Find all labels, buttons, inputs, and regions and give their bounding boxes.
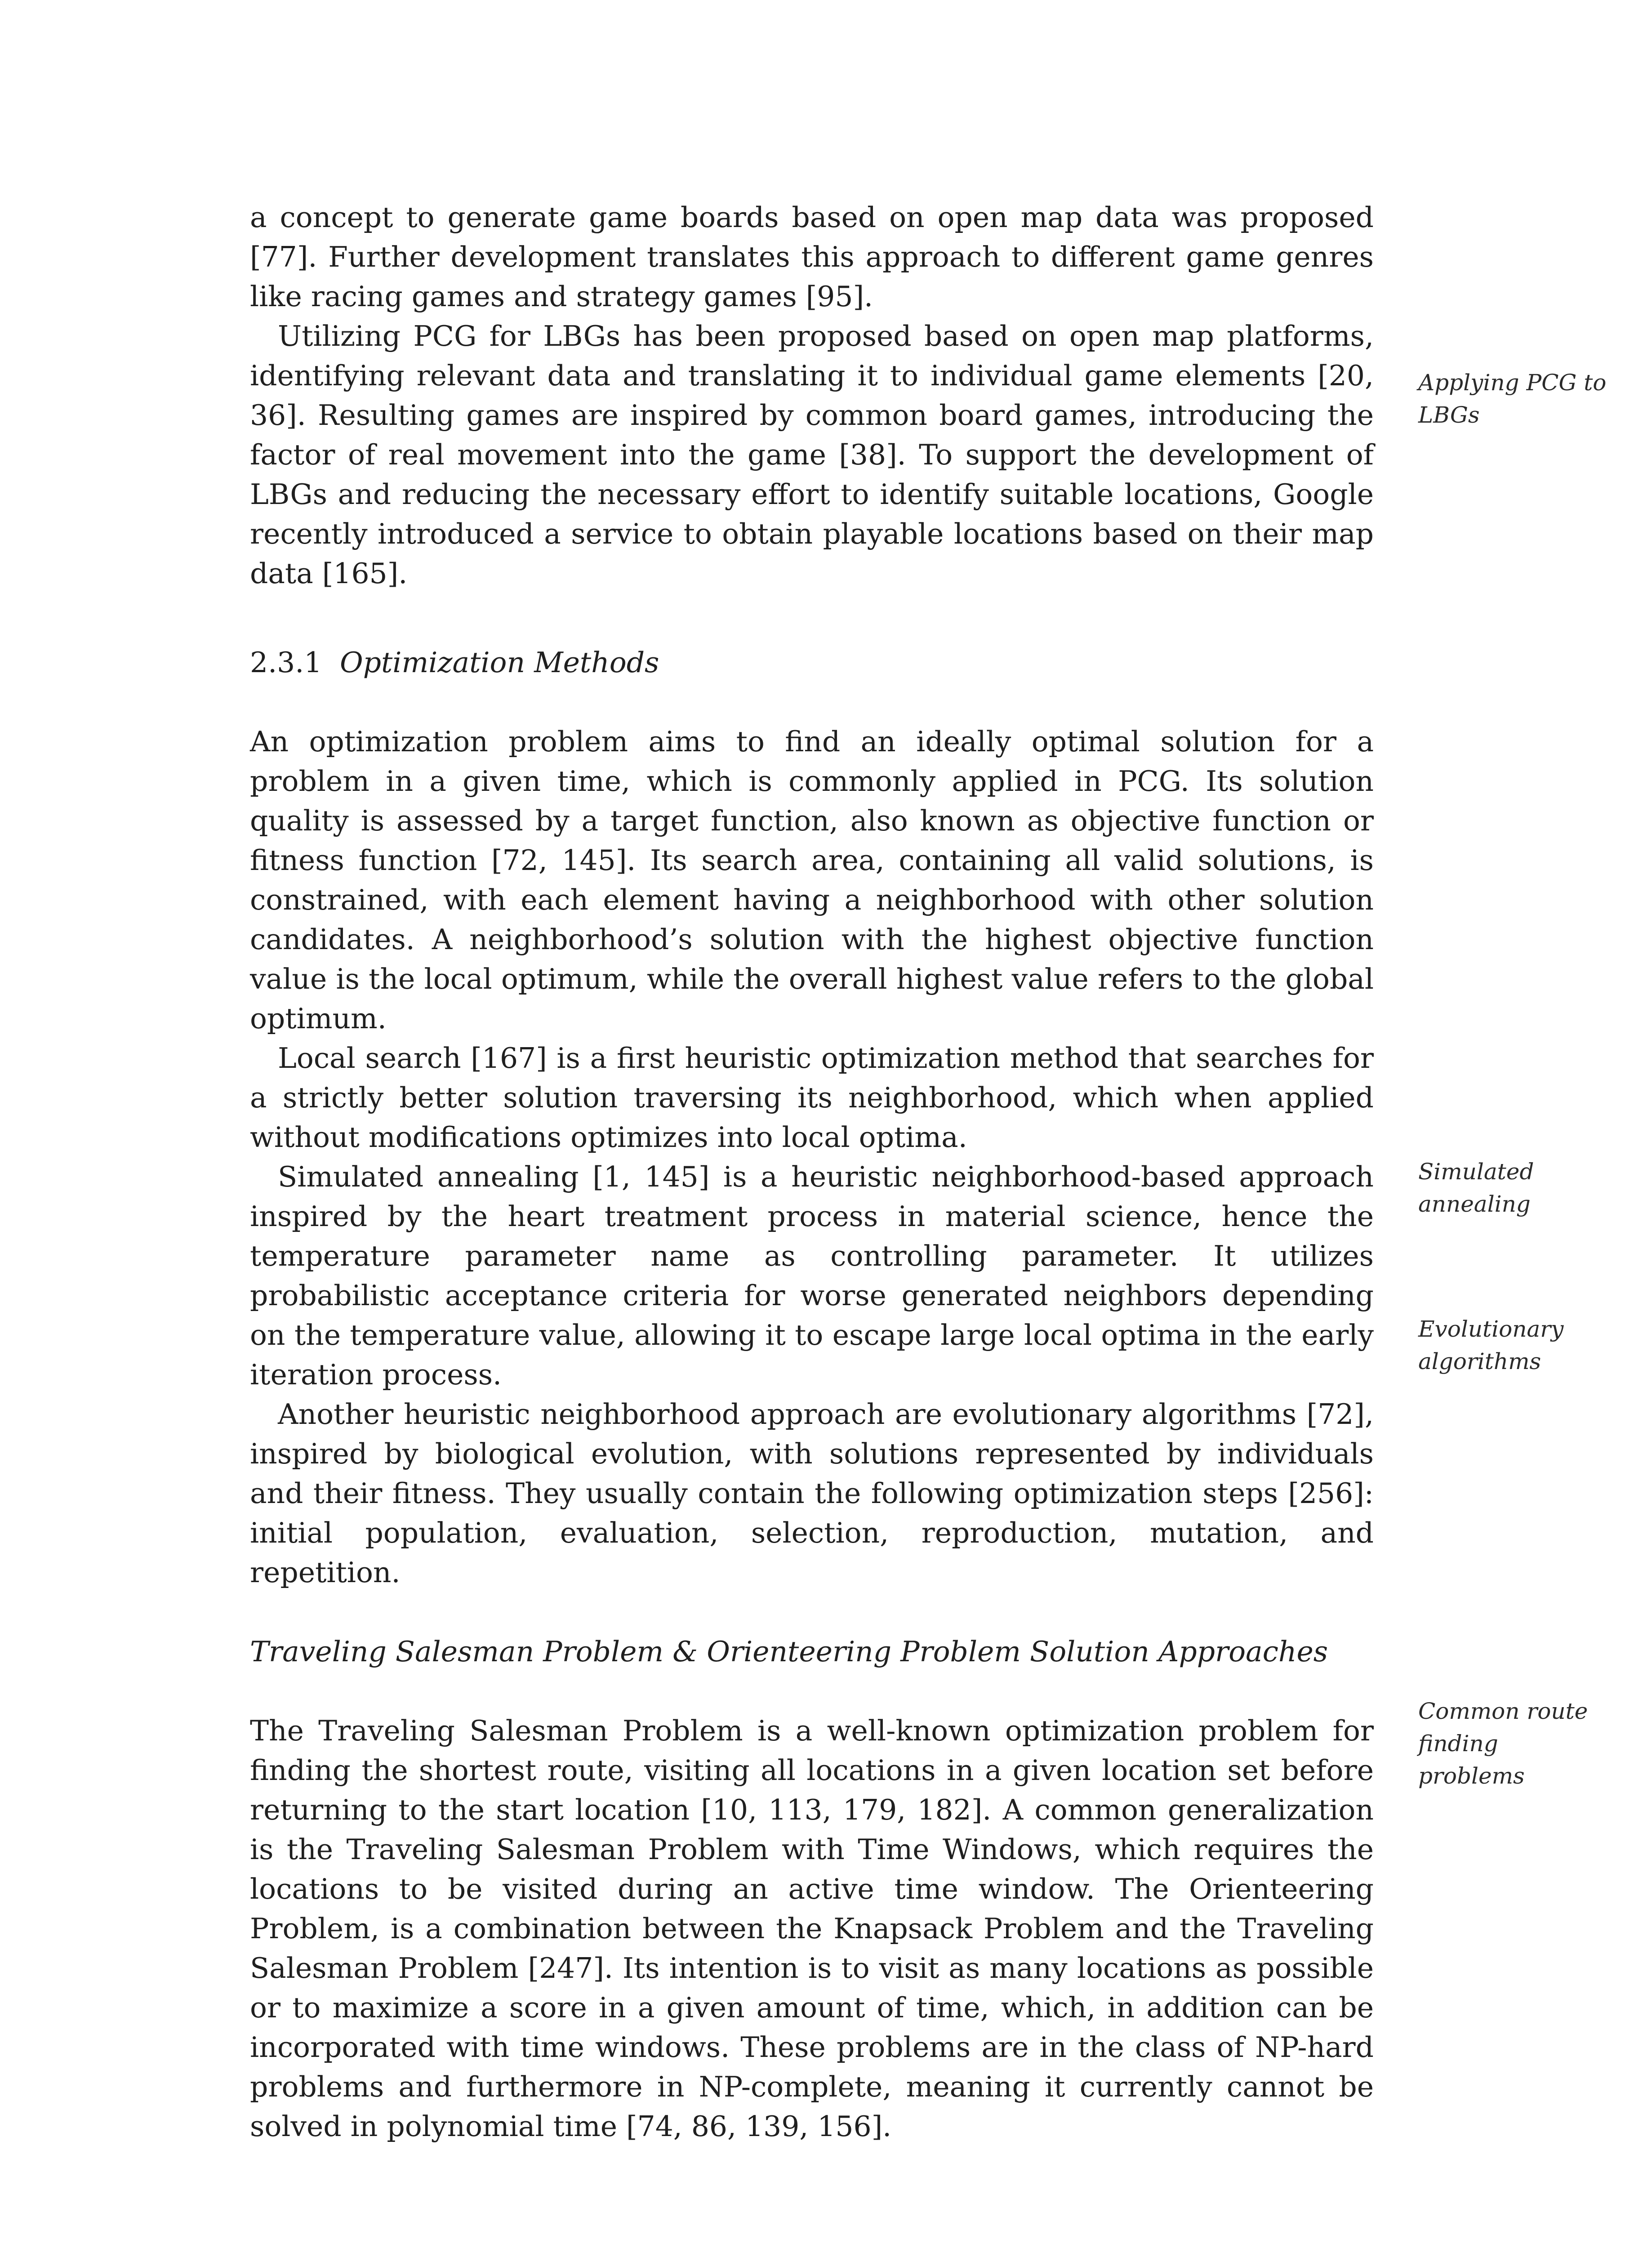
- margin-note-evolutionary: Evolutionary algorithms: [1418, 1316, 1564, 1374]
- spacer: [250, 682, 1374, 722]
- margin-note-route-finding: Common route finding problems: [1418, 1698, 1588, 1789]
- paragraph-tsp-op: The Traveling Salesman Problem is a well-known optimization problem for finding the shortest route, visiting all locations in a given location set before returning to the start location [10, 113, 179, 182]. A common generalization is the Traveling Salesman Problem with Time Windows, which requires the locations to be visited during an active time window. The Orienteering Problem, is a combination between the Knapsack Problem and the Traveling Salesman Problem [247]. Its intention is to visit as many locations as possible or to maximize a score in a given amount of time, which, in addition can be incorporated with time windows. These problems are in the class of NP-hard problems and furthermore in NP-complete, meaning it currently cannot be solved in polynomial time [74, 86, 139, 156].: [250, 1714, 1374, 2143]
- paragraph-evolutionary-algorithms: Another heuristic neighborhood approach are evolutionary algorithms [72], inspired by biological evolution, with solutions represented by individuals and their fitness. They usually contain the following optimization steps [256]: initial population, evaluation, selection, reproduction, mutation, and repetition.: [250, 1398, 1374, 1589]
- spacer: [250, 593, 1374, 643]
- margin-note-pcg-lbgs: Applying PCG to LBGs: [1418, 370, 1607, 428]
- section-number: 2.3.1: [250, 646, 322, 679]
- paragraph-local-search: Local search [167] is a first heuristic optimization method that searches for a strictly better solution traversing its neighborhood, which when applied without modifications optimizes into local optima.: [250, 1042, 1374, 1154]
- spacer: [250, 1592, 1374, 1632]
- subsection-heading: Traveling Salesman Problem & Orienteering Problem Solution Approaches: [250, 1635, 1328, 1668]
- section-title: Optimization Methods: [340, 646, 659, 679]
- paragraph-pcg-for-lbgs: Utilizing PCG for LBGs has been proposed based on open map platforms, identifying relevant data and translating it to individual game elements [20, 36]. Resulting games are inspired by common board games, introducing the factor of real movement into the game [38]. To support the development of LBGs and reducing the necessary effort to identify suitable locations, Google recently introduced a service to obtain playable locations based on their map data [165].: [250, 320, 1374, 590]
- margin-note-simulated-annealing: Simulated annealing: [1418, 1159, 1534, 1217]
- section-heading: [250, 643, 1374, 682]
- paragraph-optimization-problem: An optimization problem aims to find an ideally optimal solution for a problem in a given time, which is commonly applied in PCG. Its solution quality is assessed by a target function, also known as objective function or fitness function [72, 145]. Its search area, containing all valid solutions, is constrained, with each element having a neighborhood with other solution candidates. A neighborhood’s solution with the highest objective function value is the local optimum, while the overall highest value refers to the global optimum.: [250, 725, 1374, 1035]
- paragraph-simulated-annealing: Simulated annealing [1, 145] is a heuristic neighborhood-based approach inspired by the heart treatment process in material science, hence the temperature parameter name as controlling parameter. It utilizes probabilistic acceptance criteria for worse generated neighbors depending on the temperature value, allowing it to escape large local optima in the early iteration process.: [250, 1160, 1374, 1391]
- main-text-column: [250, 198, 1374, 2146]
- paragraph-open-map-boards: a concept to generate game boards based on open map data was proposed [77]. Further development translates this approach to different game genres like racing games and strategy games [95].: [250, 201, 1374, 313]
- spacer: [250, 1672, 1374, 1711]
